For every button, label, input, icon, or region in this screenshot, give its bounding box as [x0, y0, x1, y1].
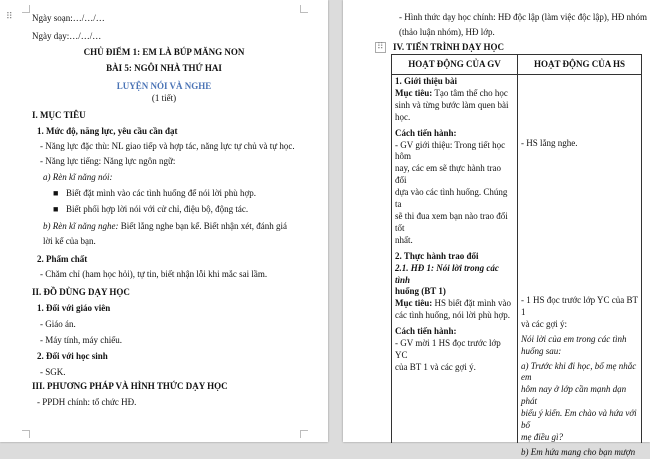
paragraph-text: Nói lời của em trong các tình	[521, 333, 627, 344]
date-prepared: Ngày soạn:…/…/…	[32, 13, 105, 23]
paragraph: (thảo luận nhóm), HĐ lớp.	[399, 27, 495, 37]
date-taught: Ngày dạy:…/…/…	[32, 31, 102, 41]
duration: (1 tiết)	[151, 93, 177, 103]
activity-title: 2. Thực hành trao đổi	[395, 250, 479, 261]
theme-title: CHỦ ĐIỂM 1: EM LÀ BÚP MĂNG NON	[83, 47, 245, 57]
document-page-left	[0, 0, 328, 442]
paragraph-text: HS biết đặt mình vào	[434, 298, 511, 309]
activity-title: 1. Giới thiệu bài	[395, 76, 457, 86]
subsection-heading: 1. Mức độ, năng lực, yêu cầu cần đạt	[37, 126, 178, 136]
section-heading: II. ĐỒ DÙNG DẠY HỌC	[32, 287, 130, 297]
activity-subtitle: huống (BT 1)	[395, 286, 446, 297]
paragraph-label: Cách tiến hành:	[395, 127, 457, 138]
section-heading: IV. TIẾN TRÌNH DẠY HỌC	[393, 42, 504, 52]
paragraph	[395, 298, 514, 310]
column-divider	[517, 55, 518, 443]
table-cell-hs	[521, 138, 638, 150]
bullet-icon: ■	[53, 204, 59, 214]
paragraph-text: hôm nay ở lớp cần mạnh dạn phát	[521, 384, 627, 407]
header-divider	[392, 74, 641, 75]
list-item: Biết đặt mình vào các tình huống để nói lời phù hợp.	[66, 188, 256, 198]
paragraph-text: huống sau:	[521, 345, 562, 356]
paragraph-text: - HS lắng nghe.	[521, 138, 578, 148]
margin-mark	[22, 430, 30, 438]
document-page-right	[343, 0, 650, 457]
paragraph-text: b) Em hứa mang cho bạn mượn	[521, 446, 636, 457]
paragraph-text: dựa vào các tình huống. Chúng ta	[395, 187, 508, 210]
paragraph-text: mẹ điều gì?	[521, 431, 563, 442]
margin-mark	[22, 5, 30, 13]
paragraph	[395, 88, 514, 100]
paragraph: - PPDH chính: tổ chức HĐ.	[37, 397, 137, 407]
section-heading: I. MỤC TIÊU	[32, 110, 86, 120]
paragraph-text: - GV giới thiệu: Trong tiết học hôm	[395, 139, 506, 162]
paragraph-text: - 1 HS đọc trước lớp YC của BT 1	[521, 295, 638, 317]
paragraph-label: Mục tiêu:	[395, 87, 433, 98]
paragraph: - Hình thức dạy học chính: HĐ độc lập (làm việc độc lập), HĐ nhóm	[399, 12, 648, 22]
subsection-heading: 2. Phẩm chất	[37, 254, 88, 264]
paragraph-text: sẽ thi đua xem bạn nào trao đổi tốt	[395, 210, 508, 233]
paragraph-text: Tạo tâm thế cho học	[434, 87, 508, 98]
paragraph-text: của BT 1 và các gợi ý.	[395, 361, 476, 372]
margin-mark	[300, 5, 308, 13]
paragraph-text: và các gợi ý:	[521, 318, 567, 329]
paragraph: lời kể của bạn.	[43, 236, 96, 246]
paragraph-label: Cách tiến hành:	[395, 326, 457, 337]
paragraph-text: Biết lắng nghe bạn kể. Biết nhận xét, đánh giá	[120, 221, 287, 231]
paragraph: - SGK.	[40, 367, 66, 377]
bullet-icon: ■	[53, 188, 59, 198]
paragraph-text: sinh và từng bước làm quen bài	[395, 99, 509, 110]
subsection-heading: 2. Đối với học sinh	[37, 351, 108, 361]
paragraph	[43, 221, 287, 232]
lesson-title: BÀI 5: NGÔI NHÀ THỨ HAI	[106, 63, 222, 73]
table-header-gv: HOẠT ĐỘNG CỦA GV	[408, 59, 501, 69]
paragraph-drag-handle-icon[interactable]: ⠿	[377, 42, 384, 52]
section-heading: III. PHƯƠNG PHÁP VÀ HÌNH THỨC DẠY HỌC	[32, 381, 228, 391]
activity-table	[391, 54, 642, 457]
paragraph-label: a) Rèn kĩ năng nói:	[43, 172, 113, 182]
paragraph: - Năng lực tiếng: Năng lực ngôn ngữ:	[40, 156, 176, 166]
paragraph: - Năng lực đặc thù: NL giao tiếp và hợp tác, năng lực tự chủ và tự học.	[40, 141, 295, 151]
paragraph-text: a) Trước khi đi học, bố mẹ nhắc em	[521, 360, 637, 383]
paragraph-label: Mục tiêu:	[395, 298, 433, 309]
table-cell-gv	[395, 76, 514, 374]
paragraph-text: - GV mời 1 HS đọc trước lớp YC	[395, 338, 501, 360]
paragraph-text: các tình huống, nói lời phù hợp.	[395, 310, 511, 321]
paragraph-label: b) Rèn kĩ năng nghe:	[43, 221, 119, 231]
paragraph: - Chăm chỉ (ham học hỏi), tự tin, biết nhận lỗi khi mắc sai lầm.	[40, 269, 268, 279]
paragraph-drag-handle-icon[interactable]: ⠿	[6, 12, 13, 22]
paragraph-text: học.	[395, 111, 411, 122]
paragraph-text: nay, các em sẽ thực hành trao đổi	[395, 163, 501, 186]
paragraph: - Giáo án.	[40, 319, 76, 329]
table-cell-hs	[521, 295, 638, 459]
subsection-heading: 1. Đối với giáo viên	[37, 303, 111, 313]
paragraph-text: nhất.	[395, 234, 413, 245]
table-header-hs: HOẠT ĐỘNG CỦA HS	[533, 59, 626, 69]
activity-subtitle: 2.1. HĐ 1: Nói lời trong các tình	[395, 262, 499, 285]
margin-mark	[300, 430, 308, 438]
paragraph: - Máy tính, máy chiếu.	[40, 335, 122, 345]
subject-title: LUYỆN NÓI VÀ NGHE	[116, 81, 212, 91]
paragraph-text: biểu ý kiến. Em chào và hứa với bố	[521, 408, 637, 431]
list-item: Biết phối hợp lời nói với cử chỉ, điệu bộ, động tác.	[66, 204, 249, 214]
